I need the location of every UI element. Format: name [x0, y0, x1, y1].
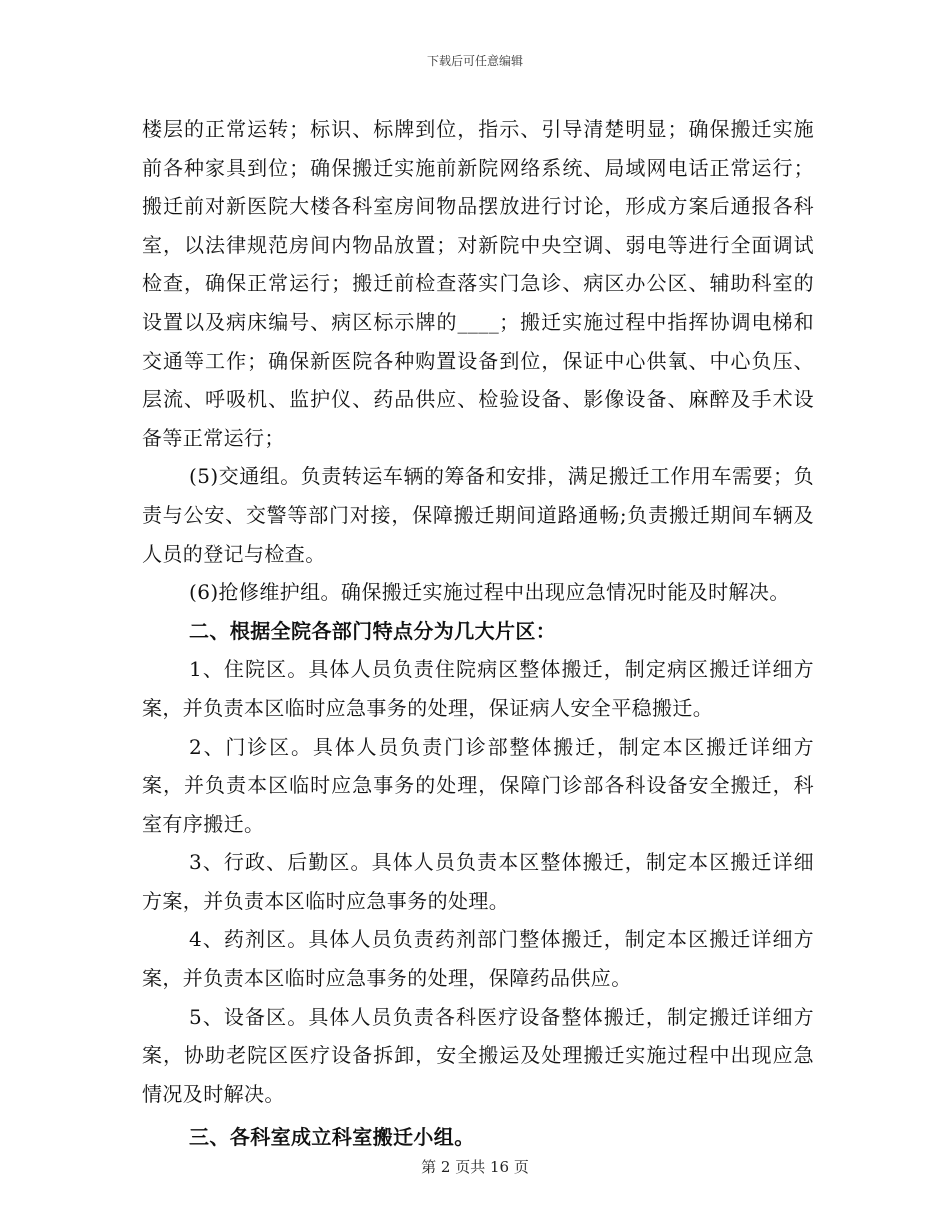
paragraph-transport-group: (5)交通组。负责转运车辆的筹备和安排，满足搬迁工作用车需要；负责与公安、交警等部门对接，保障搬迁期间道路通畅;负责搬迁期间车辆及人员的登记与检查。: [142, 464, 814, 566]
document-body: [142, 110, 814, 1157]
paragraph-repair-group: (6)抢修维护组。确保搬迁实施过程中出现应急情况时能及时解决。: [189, 580, 790, 605]
paragraph-continued: 楼层的正常运转；标识、标牌到位，指示、引导清楚明显；确保搬迁实施前各种家具到位；确保搬迁实施前新院网络系统、局域网电话正常运行；搬迁前对新医院大楼各科室房间物品摆放进行讨论，形成方案后通报各科室，以法律规范房间内物品放置；对新院中央空调、弱电等进行全面调试检查，确保正常运行；搬迁前检查落实门急诊、病区办公区、辅助科室的设置以及病床编号、病区标示牌的____；搬迁实施过程中指挥协调电梯和交通等工作；确保新医院各种购置设备到位，保证中心供氧、中心负压、层流、呼吸机、监护仪、药品供应、检验设备、影像设备、麻醉及手术设备等正常运行；: [142, 117, 814, 450]
paragraph-outpatient: 2、门诊区。具体人员负责门诊部整体搬迁，制定本区搬迁详细方案，并负责本区临时应急事务的处理，保障门诊部各科设备安全搬迁，科室有序搬迁。: [142, 734, 814, 836]
paragraph-inpatient: 1、住院区。具体人员负责住院病区整体搬迁，制定病区搬迁详细方案，并负责本区临时应急事务的处理，保证病人安全平稳搬迁。: [142, 657, 814, 720]
page-footer: 第 2 页共 16 页: [421, 1158, 529, 1176]
section-heading-2: 二、根据全院各部门特点分为几大片区：: [189, 618, 557, 643]
section-heading-3: 三、各科室成立科室搬迁小组。: [189, 1125, 475, 1150]
page-header: 下载后可任意编辑: [426, 54, 523, 68]
paragraph-equipment: 5、设备区。具体人员负责各科医疗设备整体搬迁，制定搬迁详细方案，协助老院区医疗设备拆卸，安全搬运及处理搬迁实施过程中出现应急情况及时解决。: [142, 1004, 814, 1106]
paragraph-admin: 3、行政、后勤区。具体人员负责本区整体搬迁，制定本区搬迁详细方案，并负责本区临时应急事务的处理。: [142, 850, 814, 913]
paragraph-pharmacy: 4、药剂区。具体人员负责药剂部门整体搬迁，制定本区搬迁详细方案，并负责本区临时应急事务的处理，保障药品供应。: [142, 927, 814, 991]
